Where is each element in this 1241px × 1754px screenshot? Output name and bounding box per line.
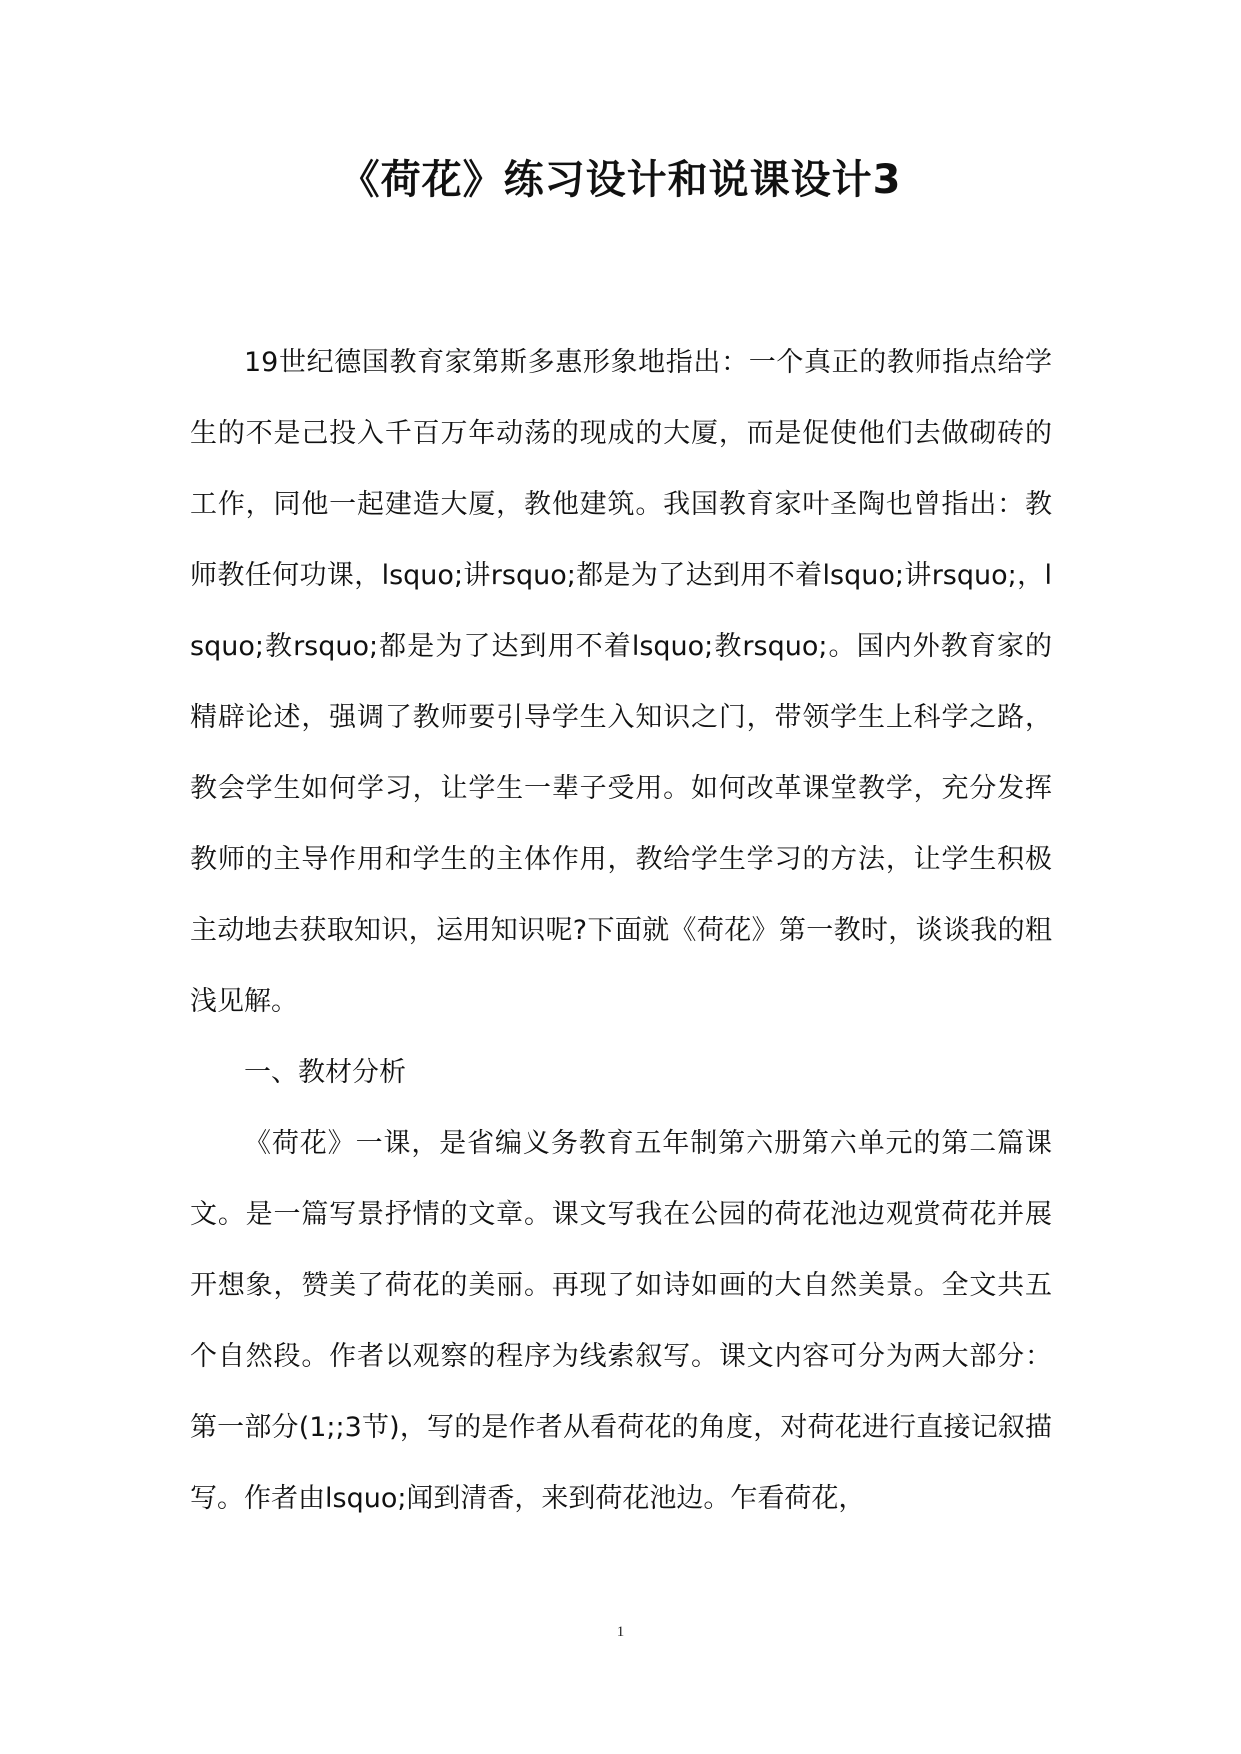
paragraph-intro: 19世纪德国教育家第斯多惠形象地指出：一个真正的教师指点给学生的不是己投入千百万年动荡的现成的大厦，而是促使他们去做砌砖的工作，同他一起建造大厦，教他建筑。我国教育家叶圣陶也曾指出：教师教任何功课，lsquo;讲rsquo;都是为了达到用不着lsquo;讲rsquo;，lsquo;教rsquo;都是为了达到用不着lsquo;教rsquo;。国内外教育家的精辟论述，强调了教师要引导学生入知识之门，带领学生上科学之路，教会学生如何学习，让学生一辈子受用。如何改革课堂教学，充分发挥教师的主导作用和学生的主体作用，教给学生学习的方法，让学生积极主动地去获取知识，运用知识呢?下面就《荷花》第一教时，谈谈我的粗浅见解。 <box>190 347 1052 1017</box>
paragraph-textbook-analysis: 《荷花》一课，是省编义务教育五年制第六册第六单元的第二篇课文。是一篇写景抒情的文章。课文写我在公园的荷花池边观赏荷花并展开想象，赞美了荷花的美丽。再现了如诗如画的大自然美景。全文共五个自然段。作者以观察的程序为线索叙写。课文内容可分为两大部分：第一部分(1;;3节)，写的是作者从看荷花的角度，对荷花进行直接记叙描写。作者由lsquo;闻到清香，来到荷花池边。乍看荷花， <box>190 1128 1052 1514</box>
document-title: 《荷花》练习设计和说课设计3 <box>339 157 902 203</box>
document-body <box>190 327 1052 1534</box>
page-number: 1 <box>616 1624 625 1640</box>
section-heading-textbook-analysis: 一、教材分析 <box>244 1057 406 1088</box>
